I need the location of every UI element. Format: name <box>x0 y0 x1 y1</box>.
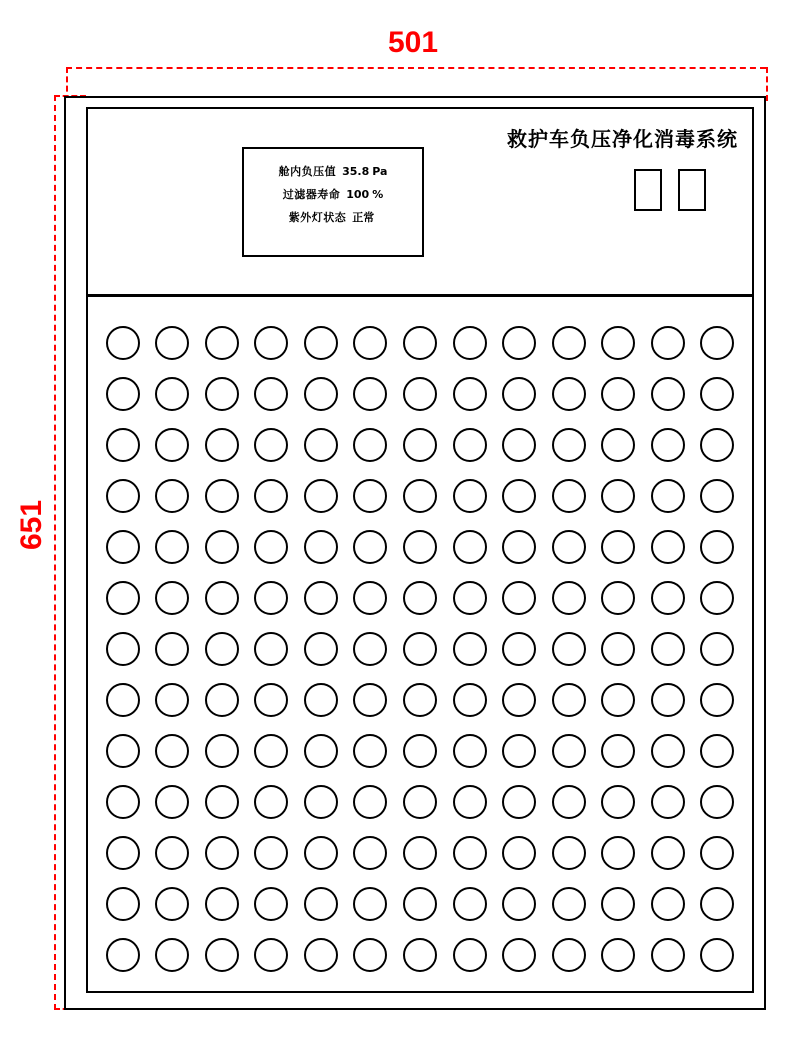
grille-hole <box>552 836 586 870</box>
grille-hole <box>353 785 387 819</box>
grille-hole <box>254 479 288 513</box>
grille-hole <box>403 938 437 972</box>
grille-hole <box>106 734 140 768</box>
grille-hole <box>502 581 536 615</box>
grille-hole <box>651 734 685 768</box>
grille-hole <box>403 683 437 717</box>
grille-hole <box>502 938 536 972</box>
grille-hole <box>106 632 140 666</box>
grille-hole <box>304 683 338 717</box>
grille-hole <box>552 530 586 564</box>
grille-hole <box>502 734 536 768</box>
grille-hole <box>453 326 487 360</box>
status-row <box>244 186 422 202</box>
grille-hole <box>601 836 635 870</box>
grille-hole <box>502 530 536 564</box>
grille-hole <box>700 887 734 921</box>
grille-hole <box>552 785 586 819</box>
grille-hole <box>700 683 734 717</box>
grille-hole <box>651 785 685 819</box>
grille-hole <box>502 836 536 870</box>
grille-hole <box>205 785 239 819</box>
grille-hole <box>651 581 685 615</box>
grille-hole <box>254 326 288 360</box>
grille-hole <box>304 887 338 921</box>
indicator-button-2[interactable] <box>678 169 706 211</box>
grille-hole <box>155 785 189 819</box>
grille-hole <box>552 326 586 360</box>
grille-hole <box>106 683 140 717</box>
grille-hole <box>106 326 140 360</box>
grille-hole <box>502 683 536 717</box>
grille-hole <box>651 326 685 360</box>
grille-hole <box>106 479 140 513</box>
grille-hole <box>205 530 239 564</box>
grille-hole <box>254 887 288 921</box>
status-row <box>244 163 422 179</box>
grille-hole <box>601 734 635 768</box>
grille-hole <box>403 581 437 615</box>
grille-hole <box>502 632 536 666</box>
grille-hole <box>651 377 685 411</box>
page-title: 救护车负压净化消毒系统 <box>507 127 738 151</box>
grille-hole <box>254 836 288 870</box>
grille-hole <box>552 428 586 462</box>
grille-hole <box>601 785 635 819</box>
grille-hole <box>403 479 437 513</box>
grille-hole <box>205 938 239 972</box>
grille-hole <box>453 938 487 972</box>
grille-hole <box>403 887 437 921</box>
grille-hole <box>106 428 140 462</box>
grille-hole <box>304 938 338 972</box>
grille-hole <box>353 428 387 462</box>
grille-hole <box>651 836 685 870</box>
grille-hole <box>353 479 387 513</box>
status-value: 35.8 <box>342 165 370 178</box>
grille-hole <box>700 785 734 819</box>
grille-hole <box>453 836 487 870</box>
grille-hole <box>453 887 487 921</box>
grille-hole <box>155 377 189 411</box>
grille-hole <box>453 530 487 564</box>
grille-hole <box>353 581 387 615</box>
grille-hole <box>106 785 140 819</box>
grille-hole <box>205 581 239 615</box>
grille-hole <box>601 377 635 411</box>
grille-hole <box>601 479 635 513</box>
grille-hole <box>106 581 140 615</box>
status-label: 舱内负压值 <box>278 165 337 178</box>
grille-hole <box>601 530 635 564</box>
grille-hole <box>601 581 635 615</box>
grille-hole <box>254 734 288 768</box>
grille-hole <box>205 326 239 360</box>
grille-hole <box>155 632 189 666</box>
grille-hole <box>304 632 338 666</box>
grille-hole <box>453 377 487 411</box>
grille-hole <box>552 377 586 411</box>
height-dimension-label: 651 <box>15 499 48 550</box>
grille-hole <box>106 530 140 564</box>
grille-hole <box>502 428 536 462</box>
grille-hole <box>106 836 140 870</box>
status-unit: % <box>372 188 384 201</box>
grille-hole <box>700 530 734 564</box>
grille-hole <box>700 377 734 411</box>
grille-hole <box>254 785 288 819</box>
grille-hole <box>601 683 635 717</box>
grille-hole <box>700 581 734 615</box>
grille-hole <box>155 683 189 717</box>
grille-hole <box>353 530 387 564</box>
status-value: 100 <box>346 188 370 201</box>
grille-hole <box>155 428 189 462</box>
grille-hole <box>700 836 734 870</box>
grille-hole <box>403 428 437 462</box>
grille-hole <box>601 938 635 972</box>
grille-hole <box>453 683 487 717</box>
grille-hole <box>502 785 536 819</box>
grille-hole <box>155 326 189 360</box>
grille-hole <box>651 887 685 921</box>
grille-hole <box>304 734 338 768</box>
grille-hole <box>353 326 387 360</box>
grille-hole <box>403 326 437 360</box>
grille-hole <box>254 632 288 666</box>
status-row <box>244 209 422 225</box>
grille-hole <box>601 326 635 360</box>
grille-hole <box>353 683 387 717</box>
grille-hole <box>552 632 586 666</box>
grille-hole <box>403 836 437 870</box>
grille-hole <box>651 938 685 972</box>
grille-hole <box>700 632 734 666</box>
grille-hole <box>502 479 536 513</box>
perforated-grille <box>98 318 742 980</box>
grille-hole <box>502 377 536 411</box>
status-readout-display <box>242 147 424 257</box>
grille-hole <box>106 887 140 921</box>
grille-hole <box>254 428 288 462</box>
grille-hole <box>304 377 338 411</box>
grille-hole <box>453 479 487 513</box>
grille-hole <box>304 581 338 615</box>
status-unit: Pa <box>372 165 388 178</box>
grille-hole <box>403 734 437 768</box>
grille-hole <box>353 734 387 768</box>
grille-hole <box>502 887 536 921</box>
grille-hole <box>106 377 140 411</box>
grille-hole <box>403 632 437 666</box>
grille-hole <box>700 938 734 972</box>
grille-hole <box>552 683 586 717</box>
grille-hole <box>205 428 239 462</box>
indicator-button-1[interactable] <box>634 169 662 211</box>
grille-hole <box>304 326 338 360</box>
grille-hole <box>403 377 437 411</box>
grille-hole <box>453 632 487 666</box>
grille-hole <box>205 479 239 513</box>
grille-hole <box>453 734 487 768</box>
grille-hole <box>254 581 288 615</box>
control-panel-header <box>86 107 754 297</box>
grille-hole <box>651 683 685 717</box>
grille-hole <box>155 938 189 972</box>
grille-hole <box>155 530 189 564</box>
grille-hole <box>700 479 734 513</box>
grille-hole <box>106 938 140 972</box>
grille-hole <box>304 428 338 462</box>
status-label: 紫外灯状态 <box>288 211 347 224</box>
left-dimension-line <box>54 95 56 1010</box>
grille-hole <box>651 428 685 462</box>
grille-hole <box>205 683 239 717</box>
grille-hole <box>601 428 635 462</box>
grille-hole <box>601 887 635 921</box>
grille-hole <box>205 377 239 411</box>
grille-hole <box>651 479 685 513</box>
grille-hole <box>651 530 685 564</box>
grille-hole <box>700 326 734 360</box>
grille-hole <box>453 785 487 819</box>
grille-hole <box>552 479 586 513</box>
status-label: 过滤器寿命 <box>282 188 341 201</box>
grille-hole <box>700 734 734 768</box>
grille-hole <box>453 428 487 462</box>
grille-hole <box>304 785 338 819</box>
grille-hole <box>353 632 387 666</box>
grille-hole <box>601 632 635 666</box>
grille-hole <box>304 479 338 513</box>
grille-hole <box>552 938 586 972</box>
grille-hole <box>403 785 437 819</box>
grille-hole <box>155 734 189 768</box>
top-dimension-tick-right <box>766 67 768 101</box>
grille-hole <box>651 632 685 666</box>
grille-hole <box>353 377 387 411</box>
grille-hole <box>155 581 189 615</box>
width-dimension-label: 501 <box>388 26 439 59</box>
grille-hole <box>205 836 239 870</box>
grille-hole <box>552 581 586 615</box>
grille-hole <box>205 887 239 921</box>
grille-hole <box>304 530 338 564</box>
grille-hole <box>552 887 586 921</box>
grille-hole <box>254 683 288 717</box>
grille-hole <box>254 377 288 411</box>
grille-hole <box>552 734 586 768</box>
grille-hole <box>155 479 189 513</box>
top-dimension-line <box>66 67 766 69</box>
grille-hole <box>700 428 734 462</box>
grille-hole <box>353 836 387 870</box>
grille-hole <box>205 632 239 666</box>
grille-hole <box>205 734 239 768</box>
grille-hole <box>403 530 437 564</box>
grille-hole <box>304 836 338 870</box>
status-value: 正常 <box>352 211 375 224</box>
grille-hole <box>353 938 387 972</box>
grille-hole <box>353 887 387 921</box>
grille-hole <box>155 836 189 870</box>
grille-hole <box>254 938 288 972</box>
grille-hole <box>254 530 288 564</box>
grille-hole <box>453 581 487 615</box>
grille-hole <box>155 887 189 921</box>
grille-hole <box>502 326 536 360</box>
